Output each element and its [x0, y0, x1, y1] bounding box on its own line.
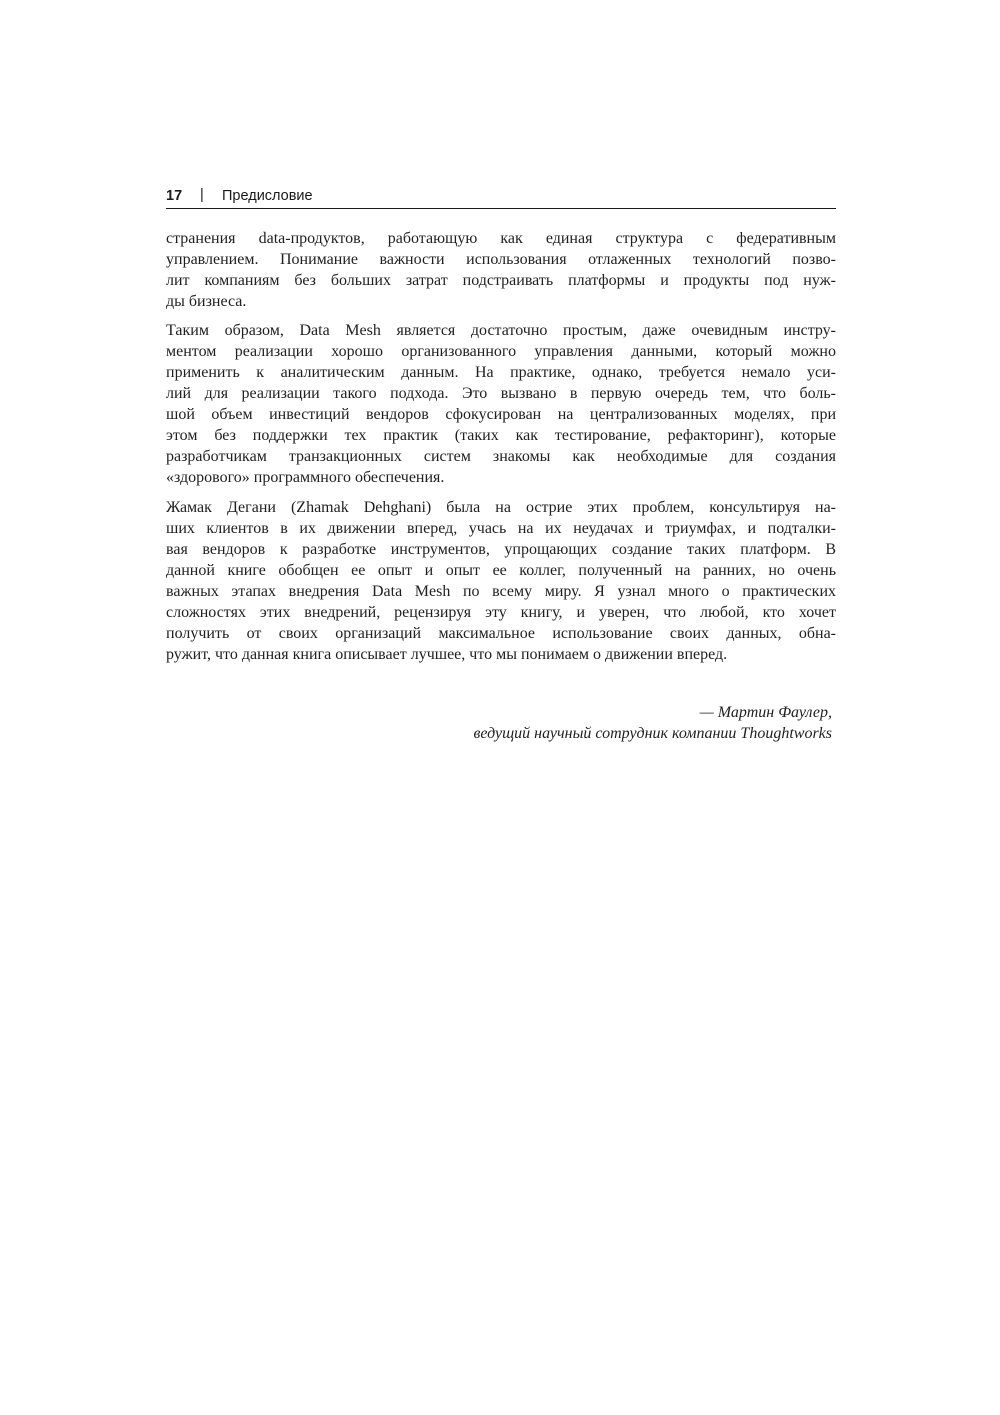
paragraph-line: Жамак Дегани (Zhamak Dehghani) была на острие этих проблем, консультируя на-: [166, 499, 836, 516]
paragraph-line: ментом реализации хорошо организованного управления данными, который можно: [166, 343, 836, 360]
paragraph-line: сложностях этих внедрений, рецензируя эту книгу, и уверен, что любой, кто хочет: [166, 604, 836, 621]
paragraph-line: важных этапах внедрения Data Mesh по всему миру. Я узнал много о практических: [166, 583, 836, 600]
section-title: Предисловие: [222, 188, 313, 204]
paragraph-line: получить от своих организаций максимальное использование своих данных, обна-: [166, 625, 836, 642]
running-header: [166, 186, 836, 209]
attribution-role: ведущий научный сотрудник компании Thoughtworks: [473, 725, 832, 742]
paragraph-line: этом без поддержки тех практик (таких как тестирование, рефакторинг), которые: [166, 427, 836, 444]
paragraph-line: лит компаниям без больших затрат подстраивать платформы и продукты под нуж-: [166, 272, 836, 289]
paragraph-line: вая вендоров к разработке инструментов, упрощающих создание таких платформ. В: [166, 541, 836, 558]
paragraph-line: «здорового» программного обеспечения.: [166, 469, 445, 486]
paragraph-line: ружит, что данная книга описывает лучшее, что мы понимаем о движении вперед.: [166, 646, 728, 663]
paragraph-line: странения data-продуктов, работающую как единая структура с федеративным: [166, 230, 836, 247]
paragraph-3: [166, 497, 836, 665]
paragraph-line: применить к аналитическим данным. На практике, однако, требуется немало уси-: [166, 364, 836, 381]
paragraph-2: [166, 320, 836, 488]
paragraph-line: лий для реализации такого подхода. Это вызвано в первую очередь тем, что боль-: [166, 385, 836, 402]
paragraph-line: данной книге обобщен ее опыт и опыт ее коллег, полученный на ранних, но очень: [166, 562, 836, 579]
paragraph-line: Таким образом, Data Mesh является достаточно простым, даже очевидным инстру-: [166, 322, 836, 339]
paragraph-1: [166, 228, 836, 312]
paragraph-line: шой объем инвестиций вендоров сфокусирован на централизованных моделях, при: [166, 406, 836, 423]
paragraph-line: ших клиентов в их движении вперед, учась на их неудачах и триумфах, и подталки-: [166, 520, 836, 537]
paragraph-line: ды бизнеса.: [166, 293, 247, 310]
paragraph-line: управлением. Понимание важности использования отлаженных технологий позво-: [166, 251, 836, 268]
paragraph-line: разработчикам транзакционных систем знакомы как необходимые для создания: [166, 448, 836, 465]
page-number: 17: [166, 188, 183, 204]
attribution-author: — Мартин Фаулер,: [699, 704, 832, 721]
header-separator: |: [200, 187, 204, 203]
